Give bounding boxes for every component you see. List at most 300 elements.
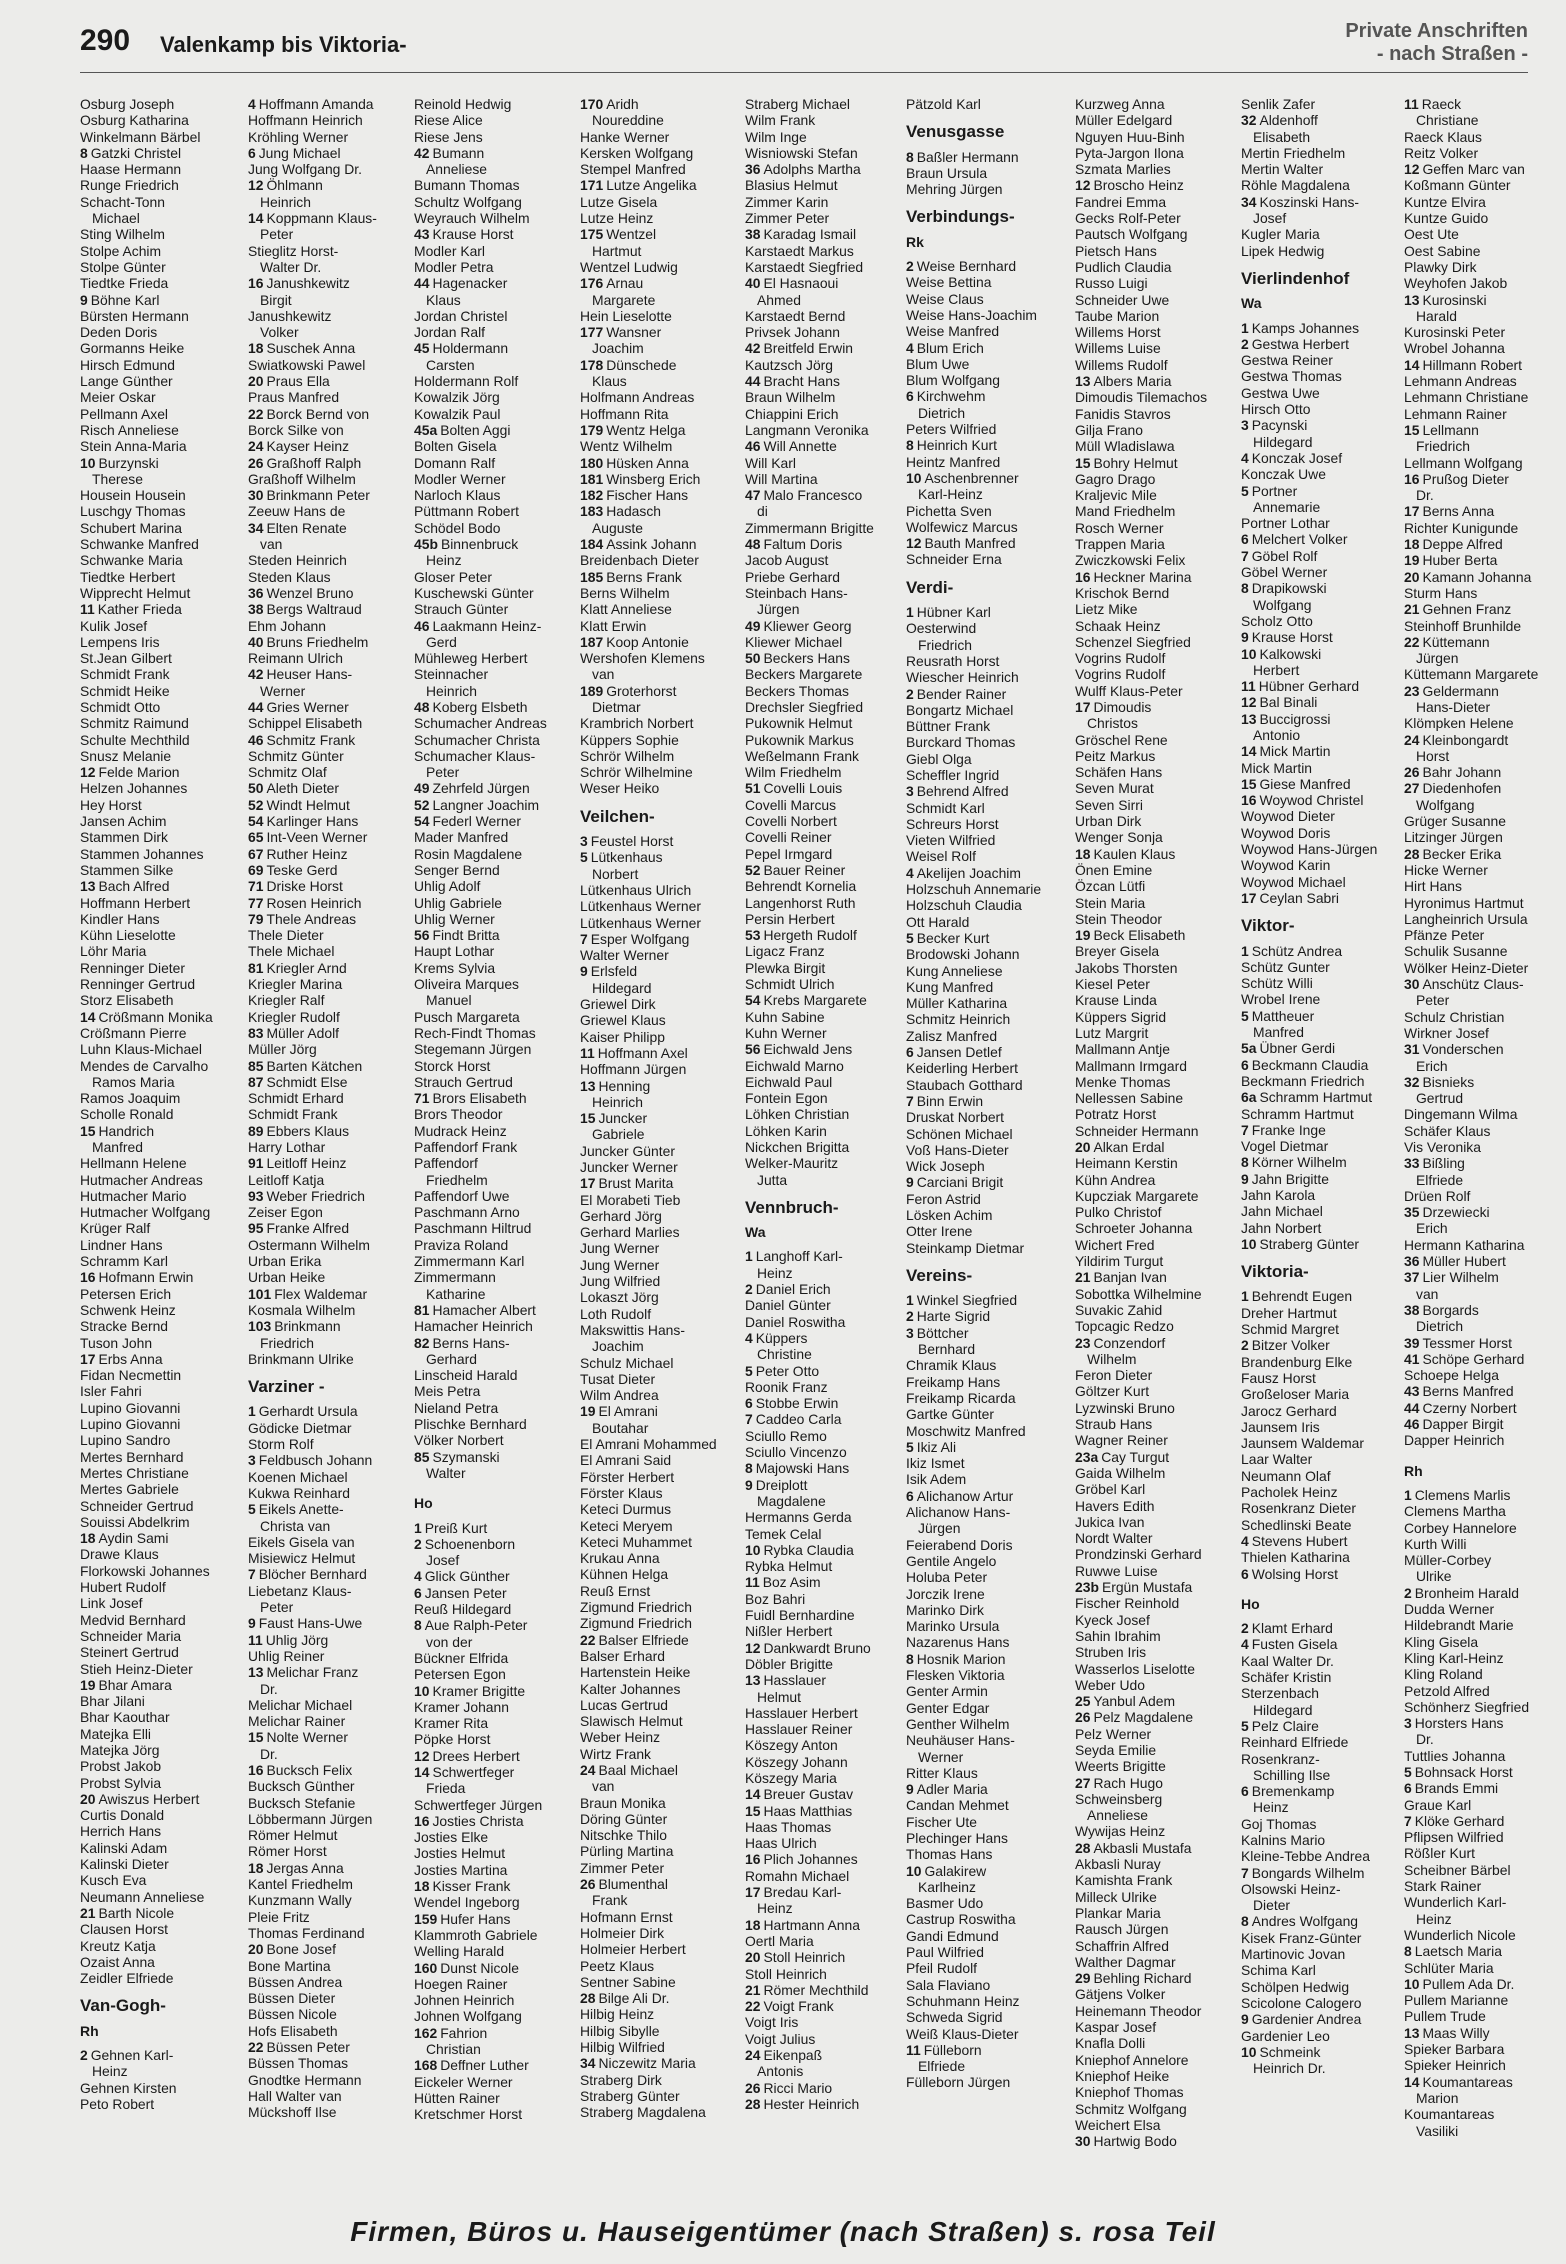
resident-entry: Woywod Karin	[1241, 857, 1331, 874]
resident-entry: Wilm Frank	[745, 112, 816, 129]
resident-entry: 6a Schramm Hartmut	[1241, 1089, 1373, 1106]
house-number: 8	[1241, 1154, 1249, 1171]
house-number: 185	[580, 568, 604, 585]
entry-continuation: Antonis	[757, 2063, 804, 2080]
resident-entry: Schmitz Wolfgang	[1075, 2100, 1187, 2117]
resident-entry: Gardenier Leo	[1241, 2027, 1330, 2044]
resident-entry: 42 Breitfeld Erwin	[745, 340, 854, 357]
house-number: 6	[906, 1044, 914, 1061]
resident-entry: Rosch Werner	[1075, 519, 1164, 536]
entry-continuation: Norbert	[592, 865, 639, 882]
resident-entry: Topcagic Redzo	[1075, 1318, 1174, 1335]
resident-entry: Lempens Iris	[80, 633, 160, 650]
resident-entry: Crößmann Pierre	[80, 1024, 187, 1041]
resident-entry: Pullem Marianne	[1404, 1992, 1509, 2009]
entry-continuation: Harald	[1416, 307, 1457, 324]
resident-entry: Blum Uwe	[906, 355, 970, 372]
resident-entry: Makswittis Hans-	[580, 1321, 685, 1338]
house-number: 182	[580, 487, 604, 504]
resident-entry: 8 Majowski Hans	[745, 1460, 850, 1477]
resident-entry: 39 Tessmer Horst	[1404, 1334, 1512, 1351]
resident-entry: Blasius Helmut	[745, 177, 838, 194]
resident-entry: Kröhling Werner	[248, 128, 349, 145]
resident-entry: 25 Yanbul Adem	[1075, 1693, 1176, 1710]
resident-entry: 178 Dünschede	[580, 356, 677, 373]
resident-entry: Castrup Roswitha	[906, 1911, 1016, 1928]
resident-entry: 7 Esper Wolfgang	[580, 930, 690, 947]
resident-entry: Mertes Gabriele	[80, 1481, 179, 1498]
resident-entry: Löbbermann Jürgen	[248, 1810, 373, 1827]
resident-entry: Brodowski Johann	[906, 946, 1020, 963]
resident-entry: Kunzmann Wally	[248, 1892, 352, 1909]
entry-continuation: Dieter	[1253, 1897, 1291, 1914]
resident-entry: El Amrani Mohammed	[580, 1436, 717, 1453]
resident-entry: Kurosinski Peter	[1404, 324, 1506, 341]
resident-entry: Schultz Wolfgang	[414, 193, 522, 210]
resident-entry: Zalisz Manfred	[906, 1027, 998, 1044]
resident-entry: 32 Aldenhoff	[1241, 112, 1318, 129]
house-number: 47	[745, 487, 761, 504]
entry-continuation: Heinz	[757, 1900, 793, 1917]
resident-entry: Josties Helmut	[414, 1845, 506, 1862]
resident-entry: Pürling Martina	[580, 1843, 674, 1860]
resident-entry: Dreher Hartmut	[1241, 1304, 1337, 1321]
resident-entry: Wirkner Josef	[1404, 1024, 1489, 1041]
resident-entry: Schuhmann Heinz	[906, 1992, 1020, 2009]
resident-entry: Mendes de Carvalho	[80, 1057, 209, 1074]
resident-entry: Peitz Markus	[1075, 747, 1156, 764]
resident-entry: Schneider Hermann	[1075, 1122, 1199, 1139]
resident-entry: Lipek Hedwig	[1241, 242, 1325, 259]
resident-entry: 13 Hasslauer	[745, 1672, 826, 1689]
resident-entry: Schweinsberg	[1075, 1790, 1163, 1807]
resident-entry: 6 Wolsing Horst	[1241, 1565, 1338, 1582]
resident-entry: 29 Behling Richard	[1075, 1970, 1192, 1987]
resident-entry: Göltzer Kurt	[1075, 1383, 1150, 1400]
resident-entry: 12 Felde Marion	[80, 764, 180, 781]
resident-entry: Daniel Günter	[745, 1297, 831, 1314]
resident-entry: Roonik Franz	[745, 1378, 828, 1395]
house-number: 36	[745, 161, 761, 178]
resident-entry: Knafla Dolli	[1075, 2035, 1146, 2052]
resident-entry: 176 Arnau	[580, 275, 644, 292]
entry-continuation: Heinrich	[426, 682, 477, 699]
resident-entry: Uhlig Gabriele	[414, 894, 503, 911]
resident-entry: Woywod Hans-Jürgen	[1241, 841, 1378, 858]
resident-entry: Förster Klaus	[580, 1484, 663, 1501]
resident-entry: 175 Wentzel	[580, 226, 657, 243]
resident-entry: Straub Hans	[1075, 1416, 1153, 1433]
resident-entry: Pulko Christof	[1075, 1204, 1162, 1221]
house-number: 81	[248, 959, 264, 976]
resident-entry: Schumacher Christa	[414, 731, 540, 748]
house-number: 22	[248, 405, 264, 422]
resident-entry: Freikamp Hans	[906, 1373, 1001, 1390]
house-number: 20	[248, 1941, 264, 1958]
house-number: 189	[580, 682, 604, 699]
resident-entry: Brinkmann Ulrike	[248, 1350, 354, 1367]
entry-continuation: Auguste	[592, 519, 643, 536]
resident-entry: Akbasli Nuray	[1075, 1856, 1161, 1873]
resident-entry: Gecks Rolf-Peter	[1075, 210, 1181, 227]
resident-entry: 49 Kliewer Georg	[745, 617, 852, 634]
house-number: 20	[248, 373, 264, 390]
resident-entry: Fischer Ute	[906, 1813, 978, 1830]
resident-entry: Müll Wladislawa	[1075, 438, 1175, 455]
resident-entry: 11 Fülleborn	[906, 2041, 982, 2058]
house-number: 50	[248, 780, 264, 797]
resident-entry: Sobottka Wilhelmine	[1075, 1285, 1202, 1302]
resident-entry: Reuß Hildegard	[414, 1601, 512, 1618]
resident-entry: Hutmacher Andreas	[80, 1171, 203, 1188]
resident-entry: 10 Straberg Günter	[1241, 1235, 1360, 1252]
resident-entry: Kuntze Guido	[1404, 210, 1489, 227]
house-number: 6	[1241, 1783, 1249, 1800]
house-number: 28	[1404, 845, 1420, 862]
entry-continuation: Ahmed	[757, 291, 802, 308]
resident-entry: 54 Federl Werner	[414, 813, 521, 830]
resident-entry: 13 Albers Maria	[1075, 373, 1172, 390]
house-number: 13	[580, 1077, 596, 1094]
resident-entry: Scheibner Bärbel	[1404, 1861, 1511, 1878]
resident-entry: Krischok Bernd	[1075, 584, 1170, 601]
resident-entry: 53 Hergeth Rudolf	[745, 927, 857, 944]
resident-entry: Tuttlies Johanna	[1404, 1747, 1506, 1764]
resident-entry: Zeiser Egon	[248, 1204, 323, 1221]
resident-entry: Jarocz Gerhard	[1241, 1402, 1337, 1419]
resident-entry: 24 Kleinbongardt	[1404, 731, 1509, 748]
resident-entry: 91 Leitloff Heinz	[248, 1155, 347, 1172]
resident-entry: Scheffler Ingrid	[906, 766, 1000, 783]
resident-entry: Clausen Horst	[80, 1921, 169, 1938]
resident-entry: Löhken Christian	[745, 1106, 850, 1123]
house-number: 1	[906, 1292, 914, 1309]
resident-entry: Kaiser Philipp	[580, 1028, 665, 1045]
house-number: 1	[248, 1403, 256, 1420]
resident-entry: Neumann Olaf	[1241, 1467, 1331, 1484]
resident-entry: 13 Kurosinski	[1404, 291, 1487, 308]
resident-entry: 10 Pullem Ada Dr.	[1404, 1975, 1515, 1992]
house-number: 2	[1241, 1337, 1249, 1354]
resident-entry: Woywod Doris	[1241, 824, 1331, 841]
resident-entry: 8 Laetsch Maria	[1404, 1943, 1502, 1960]
resident-entry: Housein Housein	[80, 487, 186, 504]
resident-entry: 5 Portner	[1241, 482, 1298, 499]
resident-entry: Heintz Manfred	[906, 453, 1001, 470]
house-number: 10	[906, 1862, 922, 1879]
resident-entry: Krukau Anna	[580, 1550, 660, 1567]
resident-entry: Reinhard Elfriede	[1241, 1734, 1349, 1751]
entry-continuation: van	[592, 1778, 615, 1795]
resident-entry: 42 Heuser Hans-	[248, 666, 353, 683]
resident-entry: 6 Kirchwehm	[906, 388, 986, 405]
district-code: Wa	[1241, 295, 1262, 312]
entry-continuation: Gabriele	[592, 1126, 645, 1143]
house-number: 16	[80, 1269, 96, 1286]
resident-entry: Klömpken Helene	[1404, 715, 1514, 732]
resident-entry: Oest Sabine	[1404, 242, 1481, 259]
entry-continuation: Erich	[1416, 1220, 1448, 1237]
house-number: 2	[80, 2047, 88, 2064]
house-number: 17	[1241, 889, 1257, 906]
resident-entry: Hyronimus Hartmut	[1404, 894, 1524, 911]
resident-entry: Schäfer Kristin	[1241, 1669, 1332, 1686]
resident-entry: Ehm Johann	[248, 617, 326, 634]
resident-entry: Schmitz Heinrich	[906, 1011, 1011, 1028]
house-number: 49	[745, 617, 761, 634]
resident-entry: Pellmann Axel	[80, 405, 169, 422]
house-number: 85	[414, 1448, 430, 1465]
house-number: 87	[248, 1073, 264, 1090]
resident-entry: Schmitz Olaf	[248, 764, 327, 781]
house-number: 20	[1075, 1139, 1091, 1155]
resident-entry: Weisel Rolf	[906, 848, 976, 865]
resident-entry: 1 Kamps Johannes	[1241, 319, 1360, 336]
resident-entry: Lietz Mike	[1075, 601, 1138, 618]
resident-entry: Lupino Giovanni	[80, 1416, 181, 1433]
column-9	[1404, 96, 1562, 2139]
resident-entry: Struben Iris	[1075, 1644, 1147, 1661]
resident-entry: Wirtz Frank	[580, 1745, 651, 1762]
house-number: 4	[906, 339, 914, 356]
resident-entry: Hein Lieselotte	[580, 307, 672, 324]
resident-entry: Küppers Sophie	[580, 731, 679, 748]
entry-continuation: Peter	[426, 764, 460, 781]
resident-entry: Wrobel Johanna	[1404, 340, 1505, 357]
resident-entry: Ostermann Wilhelm	[248, 1236, 370, 1253]
resident-entry: Köszegy Anton	[745, 1737, 838, 1754]
house-number: 34	[580, 2055, 596, 2072]
house-number: 30	[248, 487, 264, 504]
resident-entry: 28 Bilge Ali Dr.	[580, 1990, 670, 2007]
resident-entry: 23 Geldermann	[1404, 682, 1499, 699]
resident-entry: Holmeier Dirk	[580, 1924, 665, 1941]
resident-entry: Johnen Heinrich	[414, 1992, 515, 2009]
resident-entry: Souissi Abdelkrim	[80, 1513, 190, 1530]
resident-entry: Thomas Ferdinand	[248, 1924, 365, 1941]
house-number: 5	[1241, 1717, 1249, 1734]
resident-entry: Beckers Thomas	[745, 682, 849, 699]
section-title-line-1: Private Anschriften	[1345, 20, 1528, 42]
house-number: 7	[580, 930, 588, 947]
house-number: 4	[906, 864, 914, 881]
resident-entry: Lutze Heinz	[580, 210, 654, 227]
resident-entry: 18 Hartmann Anna	[745, 1916, 860, 1933]
resident-entry: Covelli Reiner	[745, 829, 832, 846]
resident-entry: Genter Armin	[906, 1683, 988, 1700]
house-number: 101	[248, 1285, 272, 1302]
house-number: 71	[248, 878, 264, 895]
resident-entry: Stammen Silke	[80, 861, 174, 878]
house-number: 24	[580, 1761, 596, 1778]
resident-entry: Lehmann Rainer	[1404, 405, 1507, 422]
house-number: 2	[745, 1281, 753, 1298]
section-title-line-2: - nach Straßen -	[1376, 43, 1528, 65]
resident-entry: 20 Kamann Johanna	[1404, 568, 1532, 585]
house-number: 12	[414, 1747, 430, 1764]
resident-entry: Modler Petra	[414, 258, 494, 275]
resident-entry: 16 Plich Johannes	[745, 1851, 858, 1868]
house-number: 28	[1075, 1839, 1091, 1856]
house-number: 44	[248, 698, 264, 715]
entry-continuation: Wilhelm	[1087, 1350, 1137, 1367]
resident-entry: Josties Martina	[414, 1861, 508, 1878]
page-number: 290	[80, 24, 131, 57]
house-number: 93	[248, 1187, 264, 1204]
entry-continuation: Vasiliki	[1416, 2122, 1459, 2139]
house-number: 13	[80, 878, 96, 895]
house-number: 26	[745, 2079, 761, 2096]
resident-entry: Kraljevic Mile	[1075, 487, 1157, 504]
resident-entry: 47 Malo Francesco	[745, 487, 863, 504]
house-number: 20	[80, 1790, 96, 1807]
entry-continuation: Christos	[1087, 715, 1138, 732]
entry-continuation: Birgit	[260, 291, 292, 308]
resident-entry: 8 Heinrich Kurt	[906, 437, 998, 454]
house-number: 1	[414, 1519, 422, 1536]
resident-entry: Pusch Margareta	[414, 1008, 520, 1025]
resident-entry: Misiewicz Helmut	[248, 1550, 356, 1567]
resident-entry: Krause Linda	[1075, 992, 1157, 1009]
resident-entry: Uhlig Adolf	[414, 878, 481, 895]
resident-entry: 87 Schmidt Else	[248, 1073, 348, 1090]
resident-entry: Zimmermann Brigitte	[745, 519, 874, 536]
resident-entry: Rosenkranz-	[1241, 1750, 1320, 1767]
resident-entry: Osburg Katharina	[80, 112, 189, 129]
resident-entry: 38 Borgards	[1404, 1301, 1479, 1318]
resident-entry: Weßelmann Frank	[745, 747, 859, 764]
resident-entry: Lokaszt Jörg	[580, 1289, 659, 1306]
resident-entry: 23 Conzendorf	[1075, 1334, 1166, 1351]
entry-continuation: Manuel	[426, 992, 472, 1009]
resident-entry: Krüger Ralf	[80, 1220, 151, 1237]
resident-entry: Wendel Ingeborg	[414, 1894, 520, 1911]
column-2	[248, 96, 406, 2121]
house-number: 9	[1241, 2011, 1249, 2028]
resident-entry: Völker Norbert	[414, 1432, 504, 1449]
resident-entry: Karstaedt Siegfried	[745, 258, 864, 275]
house-number: 14	[1241, 743, 1257, 760]
resident-entry: Linscheid Harald	[414, 1367, 518, 1384]
resident-entry: Peters Wilfried	[906, 421, 997, 438]
resident-entry: El Morabeti Tieb	[580, 1191, 681, 1208]
resident-entry: St.Jean Gilbert	[80, 650, 172, 667]
resident-entry: 6 Jung Michael	[248, 144, 341, 161]
resident-entry: Will Karl	[745, 454, 796, 471]
resident-entry: 41 Schöpe Gerhard	[1404, 1350, 1525, 1367]
resident-entry: 3 Behrend Alfred	[906, 783, 1009, 800]
resident-entry: Kuntze Elvira	[1404, 193, 1486, 210]
entry-continuation: Manfred	[92, 1139, 143, 1155]
resident-entry: 14 Breuer Gustav	[745, 1786, 854, 1803]
resident-entry: 34 Niczewitz Maria	[580, 2055, 696, 2072]
resident-entry: Hasslauer Reiner	[745, 1721, 853, 1738]
resident-entry: Storck Horst	[414, 1057, 491, 1074]
resident-entry: Kowalzik Jörg	[414, 389, 500, 406]
resident-entry: Medvid Bernhard	[80, 1611, 186, 1628]
entry-continuation: Helmut	[757, 1688, 801, 1705]
resident-entry: Schima Karl	[1241, 1962, 1316, 1979]
resident-entry: Wilm Friedhelm	[745, 764, 842, 781]
resident-entry: Zeidler Elfriede	[80, 1970, 174, 1987]
house-number: 32	[1241, 112, 1257, 129]
house-number: 39	[1404, 1334, 1420, 1351]
resident-entry: Modler Karl	[414, 242, 486, 259]
resident-entry: 1 Clemens Marlis	[1404, 1486, 1511, 1503]
resident-entry: 24 Eikenpaß	[745, 2047, 823, 2064]
resident-entry: Mertes Christiane	[80, 1464, 189, 1481]
resident-entry: Büssen Nicole	[248, 2006, 337, 2023]
resident-entry: Koenen Michael	[248, 1468, 348, 1485]
house-number: 40	[745, 275, 761, 292]
resident-entry: Wolfewicz Marcus	[906, 518, 1018, 535]
resident-entry: Weyrauch Wilhelm	[414, 210, 530, 227]
resident-entry: Weyhofen Jakob	[1404, 275, 1508, 292]
resident-entry: 40 El Hasnaoui	[745, 275, 839, 292]
resident-entry: 5 Pelz Claire	[1241, 1717, 1319, 1734]
resident-entry: Candan Mehmet	[906, 1797, 1009, 1814]
resident-entry: Link Josef	[80, 1595, 143, 1612]
resident-entry: 45a Bolten Aggi	[414, 421, 511, 438]
resident-entry: 6 Stobbe Erwin	[745, 1395, 839, 1412]
resident-entry: Scicolone Calogero	[1241, 1994, 1362, 2011]
resident-entry: Ozaist Anna	[80, 1953, 155, 1970]
resident-entry: Hütten Rainer	[414, 2089, 500, 2106]
entry-continuation: Christine	[757, 1346, 812, 1363]
entry-continuation: Jürgen	[918, 1520, 961, 1537]
resident-entry: Röhle Magdalena	[1241, 177, 1350, 194]
house-number: 2	[1241, 335, 1249, 352]
house-number: 5	[1241, 1007, 1249, 1024]
resident-entry: Voigt Julius	[745, 2030, 816, 2047]
resident-entry: Schmidt Frank	[80, 666, 170, 683]
house-number: 15	[745, 1802, 761, 1819]
entry-continuation: von der	[426, 1633, 473, 1650]
resident-entry: 22 Balser Elfriede	[580, 1631, 689, 1648]
resident-entry: Senger Bernd	[414, 861, 500, 878]
resident-entry: Vis Veronika	[1404, 1139, 1481, 1155]
district-code: Ho	[1241, 1595, 1260, 1612]
resident-entry: 1 Schütz Andrea	[1241, 942, 1343, 959]
resident-entry: Steinbach Hans-	[745, 584, 848, 601]
resident-entry: Büttner Frank	[906, 718, 991, 735]
resident-entry: Lutz Margrit	[1075, 1024, 1149, 1041]
resident-entry: Hartenstein Heike	[580, 1664, 691, 1681]
resident-entry: Persin Herbert	[745, 910, 835, 927]
resident-entry: 4 Küppers	[745, 1329, 808, 1346]
house-number: 42	[248, 666, 264, 683]
resident-entry: 9 Gardenier Andrea	[1241, 2011, 1362, 2028]
resident-entry: Tusat Dieter	[580, 1370, 656, 1387]
resident-entry: Jordan Ralf	[414, 324, 486, 341]
resident-entry: 12 Dankwardt Bruno	[745, 1639, 871, 1656]
resident-entry: Kleine-Tebbe Andrea	[1241, 1848, 1370, 1865]
house-number: 50	[745, 650, 761, 667]
resident-entry: Koumantareas	[1404, 2106, 1495, 2123]
resident-entry: 8 Gatzki Christel	[80, 144, 182, 161]
house-number: 48	[745, 536, 761, 553]
resident-entry: Druskat Norbert	[906, 1109, 1005, 1126]
house-number: 51	[745, 780, 761, 797]
resident-entry: 16 Heckner Marina	[1075, 568, 1192, 585]
resident-entry: Jung Wolfgang Dr.	[248, 161, 363, 178]
resident-entry: Mertes Bernhard	[80, 1448, 184, 1465]
resident-entry: Nordt Walter	[1075, 1530, 1153, 1547]
resident-entry: Heinemann Theodor	[1075, 2002, 1202, 2019]
house-number: 5	[1404, 1763, 1412, 1780]
resident-entry: Jukica Ivan	[1075, 1513, 1145, 1530]
resident-entry: Kurzweg Anna	[1075, 96, 1165, 112]
